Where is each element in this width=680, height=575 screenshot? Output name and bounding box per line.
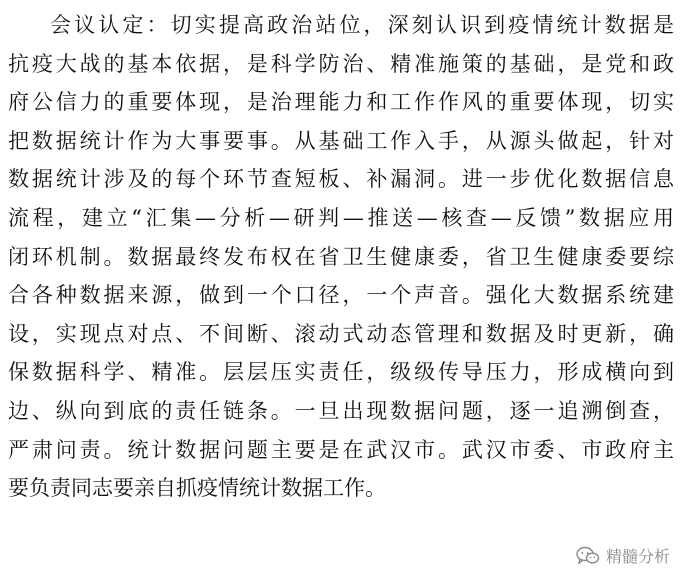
text-line-9: 设，实现点对点、不间断、滚动式动态管理和数据及时更新，确: [8, 321, 674, 346]
document-body: [8, 6, 674, 508]
text-line-5: 数据统计涉及的每个环节查短板、补漏洞。进一步优化数据信息: [8, 167, 674, 192]
text-line-2: 抗疫大战的基本依据，是科学防治、精准施策的基础，是党和政: [8, 51, 674, 76]
text-line-1: 会议认定：切实提高政治站位，深刻认识到疫情统计数据是: [50, 13, 674, 37]
text-line-11: 边、纵向到底的责任链条。一旦出现数据问题，逐一追溯倒查，: [8, 398, 674, 423]
watermark: [576, 544, 670, 567]
wechat-icon: [576, 546, 600, 566]
text-line-12: 严肃问责。统计数据问题主要是在武汉市。武汉市委、市政府主: [8, 437, 674, 462]
text-line-7: 闭环机制。数据最终发布权在省卫生健康委，省卫生健康委要综: [8, 244, 674, 269]
text-line-13: 要负责同志要亲自抓疫情统计数据工作。: [8, 476, 386, 501]
watermark-text: 精髓分析: [605, 547, 670, 566]
text-line-6: 流程，建立“汇集—分析—研判—推送—核查—反馈”数据应用: [8, 205, 674, 230]
text-line-4: 把数据统计作为大事要事。从基础工作入手，从源头做起，针对: [8, 128, 674, 153]
text-line-8: 合各种数据来源，做到一个口径，一个声音。强化大数据系统建: [8, 283, 674, 308]
text-line-3: 府公信力的重要体现，是治理能力和工作作风的重要体现，切实: [8, 90, 674, 115]
text-line-10: 保数据科学、精准。层层压实责任，级级传导压力，形成横向到: [8, 360, 674, 385]
